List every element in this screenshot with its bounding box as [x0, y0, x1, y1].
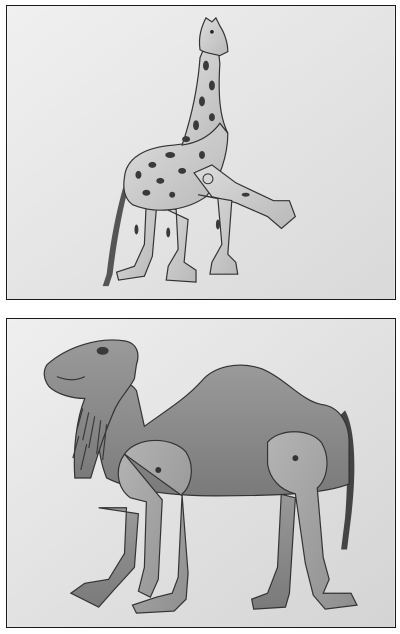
giraffe-toy-icon — [7, 6, 395, 299]
camel-front-joint — [155, 467, 161, 473]
camel-back-joint — [292, 455, 298, 461]
camel-toy-icon — [7, 319, 395, 627]
camel-eye — [97, 347, 109, 355]
giraffe-photo — [6, 5, 396, 300]
camel-photo — [6, 318, 396, 628]
giraffe-eye — [210, 30, 214, 34]
